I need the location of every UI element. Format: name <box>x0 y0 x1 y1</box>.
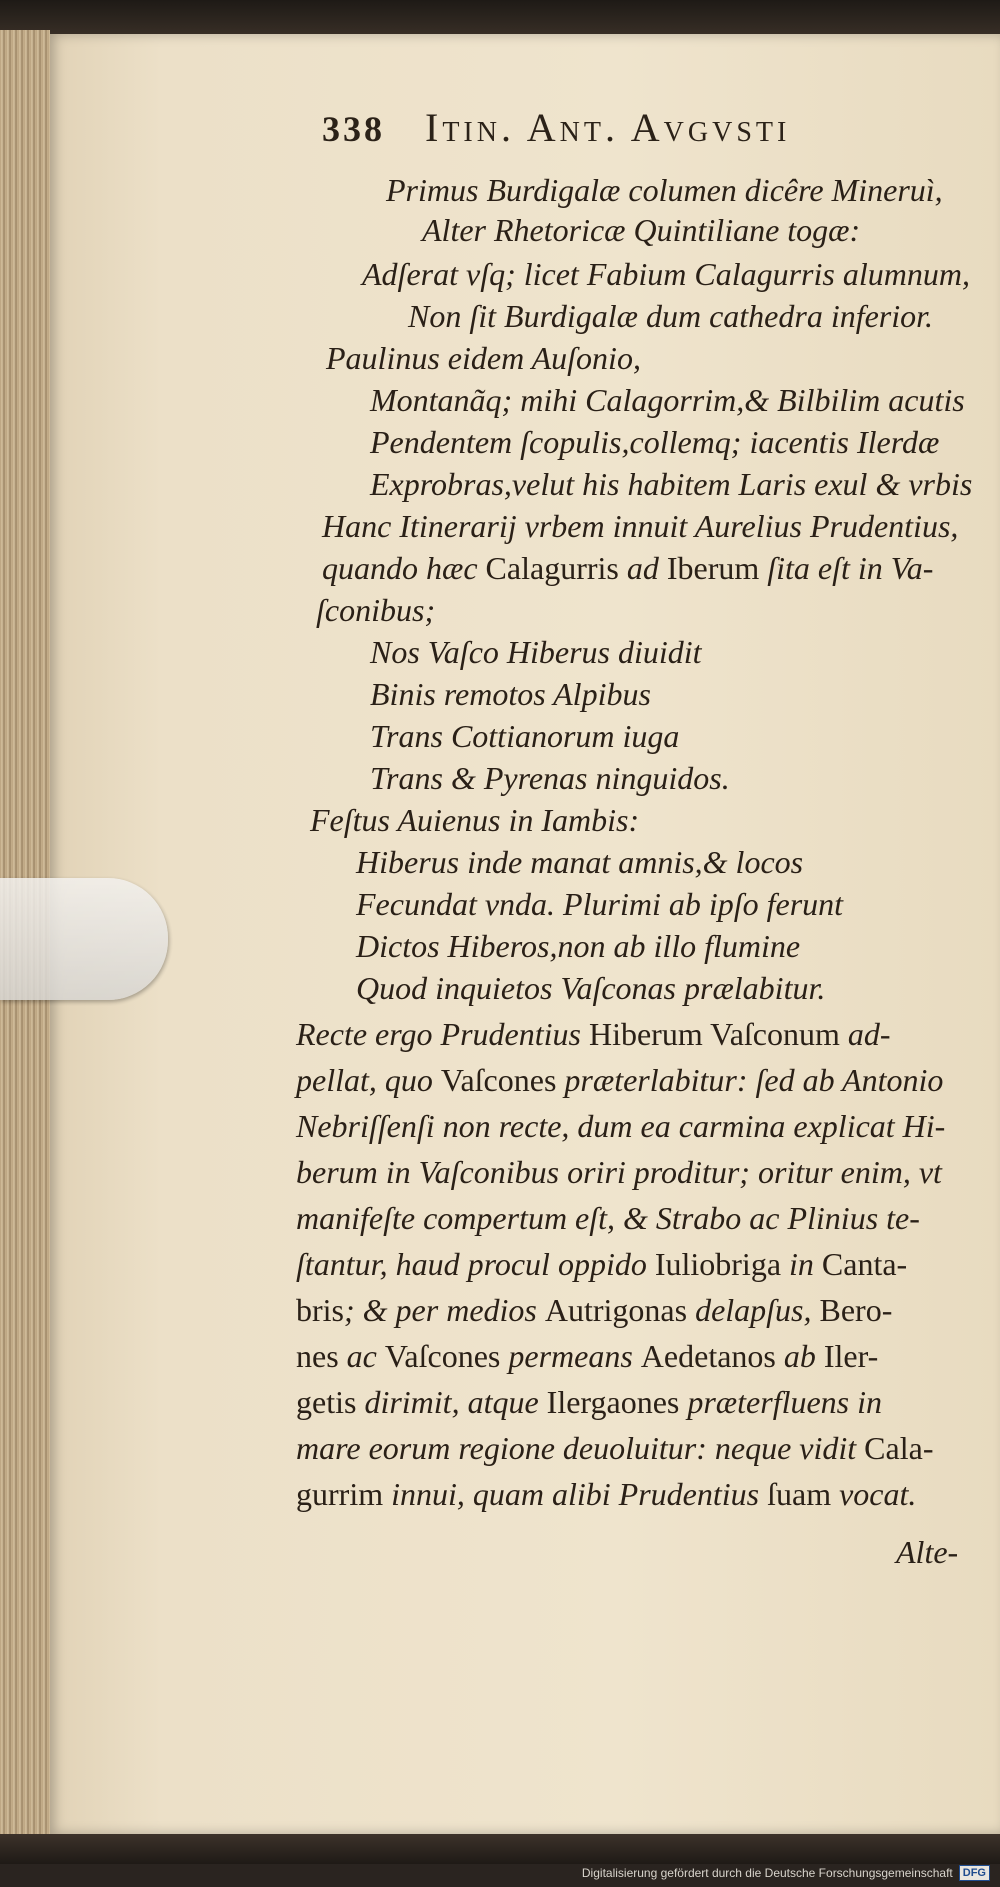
text-run: ac <box>338 1338 385 1374</box>
text-line <box>296 1382 882 1422</box>
text-run: Canta- <box>821 1246 908 1282</box>
running-header <box>322 104 942 154</box>
text-run: ad <box>618 550 667 586</box>
text-line <box>296 1428 933 1468</box>
text-line <box>296 1474 916 1514</box>
text-run: Vaſcones <box>384 1338 501 1374</box>
text-line: Feſtus Auienus in Iambis: <box>310 802 640 838</box>
text-line: Alter Rhetoricæ Quintiliane togæ: <box>422 212 861 248</box>
text-run: Ilergaones <box>546 1384 680 1420</box>
text-line: Primus Burdigalæ columen dicêre Mineruì, <box>386 172 943 208</box>
text-run: ad- <box>839 1016 891 1052</box>
text-line: Trans & Pyrenas ninguidos. <box>370 760 730 796</box>
text-run: gurrim <box>296 1476 384 1512</box>
text-run: bris <box>296 1292 344 1328</box>
text-line: Hanc Itinerarij vrbem innuit Aurelius Prudentius, <box>322 508 959 544</box>
text-run: ab <box>775 1338 824 1374</box>
text-run: permeans <box>500 1338 641 1374</box>
text-line: Hiberus inde manat amnis,& locos <box>356 844 804 880</box>
text-run: ; & per medios <box>344 1292 545 1328</box>
text-run: Recte ergo Prudentius <box>296 1016 589 1052</box>
text-line: ſconibus; <box>316 592 436 628</box>
digitization-footer <box>582 1863 990 1883</box>
text-line: Montanãq; mihi Calagorrim,& Bilbilim acutis <box>370 382 965 418</box>
text-run: dirimit, atque <box>356 1384 547 1420</box>
text-line: berum in Vaſconibus oriri proditur; oritur enim, vt <box>296 1154 942 1190</box>
text-run: Aedetanos <box>640 1338 776 1374</box>
text-run: vocat. <box>831 1476 917 1512</box>
text-line: manifeſte compertum eſt, & Strabo ac Plinius te- <box>296 1200 920 1236</box>
text-run: Bero- <box>819 1292 893 1328</box>
text-run: præterfluens in <box>679 1384 883 1420</box>
text-line <box>322 548 933 588</box>
text-run: Calagurris <box>485 550 619 586</box>
text-line: Exprobras,velut his habitem Laris exul & vrbis <box>370 466 973 502</box>
text-line: Fecundat vnda. Plurimi ab ipſo ferunt <box>356 886 844 922</box>
text-run: innui, quam alibi Prudentius <box>383 1476 768 1512</box>
text-run: ſtantur, haud procul oppido <box>296 1246 655 1282</box>
text-run: ſuam <box>767 1476 832 1512</box>
text-line: Nebriſſenſi non recte, dum ea carmina explicat Hi- <box>296 1108 946 1144</box>
text-line: Binis remotos Alpibus <box>370 676 651 712</box>
text-run: ſita eſt in Va- <box>759 550 934 586</box>
text-line: Nos Vaſco Hiberus diuidit <box>370 634 702 670</box>
text-line: Non ſit Burdigalæ dum cathedra inferior. <box>408 298 934 334</box>
text-line: Adſerat vſq; licet Fabium Calagurris alumnum, <box>362 256 970 292</box>
footer-credit: Digitalisierung gefördert durch die Deutsche Forschungsgemeinschaft <box>581 1866 953 1880</box>
text-line: Trans Cottianorum iuga <box>370 718 680 754</box>
text-line <box>296 1244 907 1284</box>
text-run: Autrigonas <box>544 1292 688 1328</box>
text-run: delapſus, <box>687 1292 820 1328</box>
text-line: Paulinus eidem Auſonio, <box>326 340 641 376</box>
text-run: Iberum <box>666 550 760 586</box>
text-run: Cala- <box>864 1430 934 1466</box>
text-run: pellat, quo <box>296 1062 441 1098</box>
text-run: præterlabitur: ſed ab Antonio <box>556 1062 944 1098</box>
text-run: Vaſcones <box>440 1062 557 1098</box>
text-line: Quod inquietos Vaſconas prælabitur. <box>356 970 826 1006</box>
page-number: 338 <box>322 109 385 149</box>
text-line <box>296 1336 878 1376</box>
scan-background-bottom <box>0 1834 1000 1864</box>
text-run: Iuliobriga <box>654 1246 782 1282</box>
text-line <box>296 1290 892 1330</box>
text-run: nes <box>296 1338 339 1374</box>
text-line <box>296 1060 943 1100</box>
text-run: getis <box>296 1384 357 1420</box>
text-run: Iler- <box>823 1338 879 1374</box>
text-run: in <box>781 1246 822 1282</box>
text-line <box>296 1014 891 1054</box>
text-line: Dictos Hiberos,non ab illo flumine <box>356 928 801 964</box>
text-run: Hiberum Vaſconum <box>588 1016 840 1052</box>
catchword: Alte- <box>896 1534 959 1570</box>
text-run: quando hæc <box>322 550 486 586</box>
text-run: mare eorum regione deuoluitur: neque vidit <box>296 1430 865 1466</box>
dfg-logo: DFG <box>959 1865 990 1881</box>
page-marker-tab <box>0 878 168 1000</box>
running-title: Itin. Ant. Avgvsti <box>425 105 791 150</box>
text-line: Pendentem ſcopulis,collemq; iacentis Ilerdæ <box>370 424 940 460</box>
